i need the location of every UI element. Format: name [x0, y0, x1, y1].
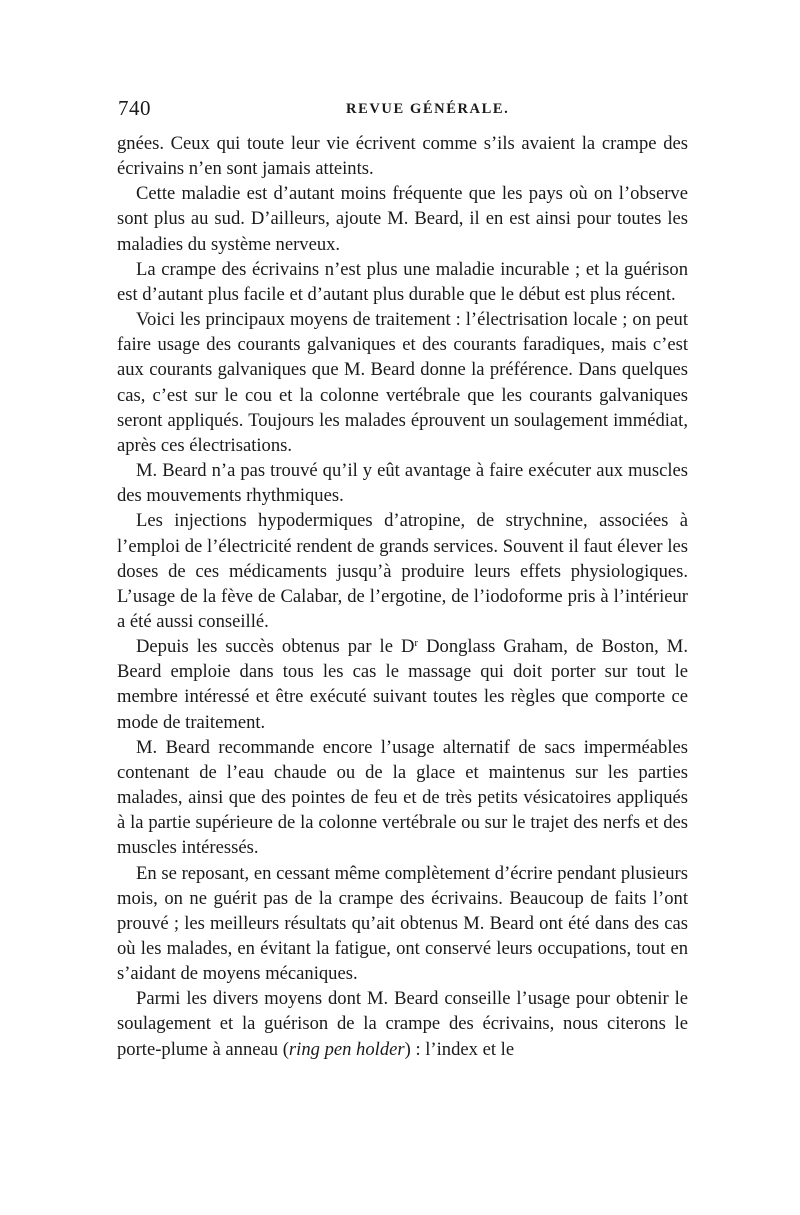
- paragraph-text: ) : l’index et le: [404, 1038, 515, 1060]
- paragraph: Voici les principaux moyens de traitement : l’électrisation locale ; on peut faire usage des courants galvaniques et des courants faradiques, mais c’est aux courants galvaniques que M. Beard donne la préférence. Dans quelques cas, c’est sur le cou et la colonne vertébrale que les courants galvaniques seront appliqués. Toujours les malades éprouvent un soulagement immédiat, après ces électrisations.: [117, 309, 688, 456]
- italic-term: ring pen holder: [288, 1038, 405, 1060]
- page-header: [118, 96, 688, 126]
- paragraph: La crampe des écrivains n’est plus une maladie incurable ; et la guérison est d’autant plus facile et d’autant plus durable que le début est plus récent.: [117, 258, 688, 305]
- paragraph: [117, 986, 688, 1061]
- paragraph-text: Donglass Graham, de Boston, M. Beard emploie dans tous les cas le massage qui doit porter sur tout le membre intéressé et être exécuté suivant toutes les règles que comporte ce mode de traitement.: [117, 636, 688, 733]
- paragraph: gnées. Ceux qui toute leur vie écrivent comme s’ils avaient la crampe des écrivains n’en sont jamais atteints.: [117, 133, 688, 180]
- paragraph-text: Parmi les divers moyens dont M. Beard conseille l’usage pour obtenir le soulagement et la guérison de la crampe des écrivains, nous citerons le porte-plume à anneau (: [117, 988, 688, 1060]
- superscript: r: [414, 637, 419, 650]
- paragraph: [117, 634, 688, 735]
- running-title: REVUE GÉNÉRALE.: [346, 101, 510, 117]
- body-text: [117, 131, 688, 1062]
- paragraph: M. Beard recommande encore l’usage alternatif de sacs imperméables contenant de l’eau chaude ou de la glace et maintenus sur les parties malades, ainsi que des pointes de feu et de très petits vésicatoires appliqués à la partie supérieure de la colonne vertébrale ou sur le trajet des nerfs et des muscles intéressés.: [117, 736, 688, 859]
- paragraph: Les injections hypodermiques d’atropine, de strychnine, associées à l’emploi de l’électricité rendent de grands services. Souvent il faut élever les doses de ces médicaments jusqu’à produire leurs effets physiologiques. L’usage de la fève de Calabar, de l’ergotine, de l’iodoforme pris à l’intérieur a été aussi conseillé.: [117, 510, 688, 632]
- paragraph: M. Beard n’a pas trouvé qu’il y eût avantage à faire exécuter aux muscles des mouvements rhythmiques.: [117, 460, 688, 507]
- page-number: 740: [118, 96, 151, 120]
- paragraph: En se reposant, en cessant même complètement d’écrire pendant plusieurs mois, on ne guérit pas de la crampe des écrivains. Beaucoup de faits l’ont prouvé ; les meilleurs résultats qu’ait obtenus M. Beard ont été dans des cas où les malades, en évitant la fatigue, ont conservé leurs occupations, tout en s’aidant de moyens mécaniques.: [117, 862, 688, 985]
- paragraph-text: Depuis les succès obtenus par le D: [136, 636, 415, 658]
- paragraph: Cette maladie est d’autant moins fréquente que les pays où on l’observe sont plus au sud. D’ailleurs, ajoute M. Beard, il en est ainsi pour toutes les maladies du système nerveux.: [117, 183, 688, 255]
